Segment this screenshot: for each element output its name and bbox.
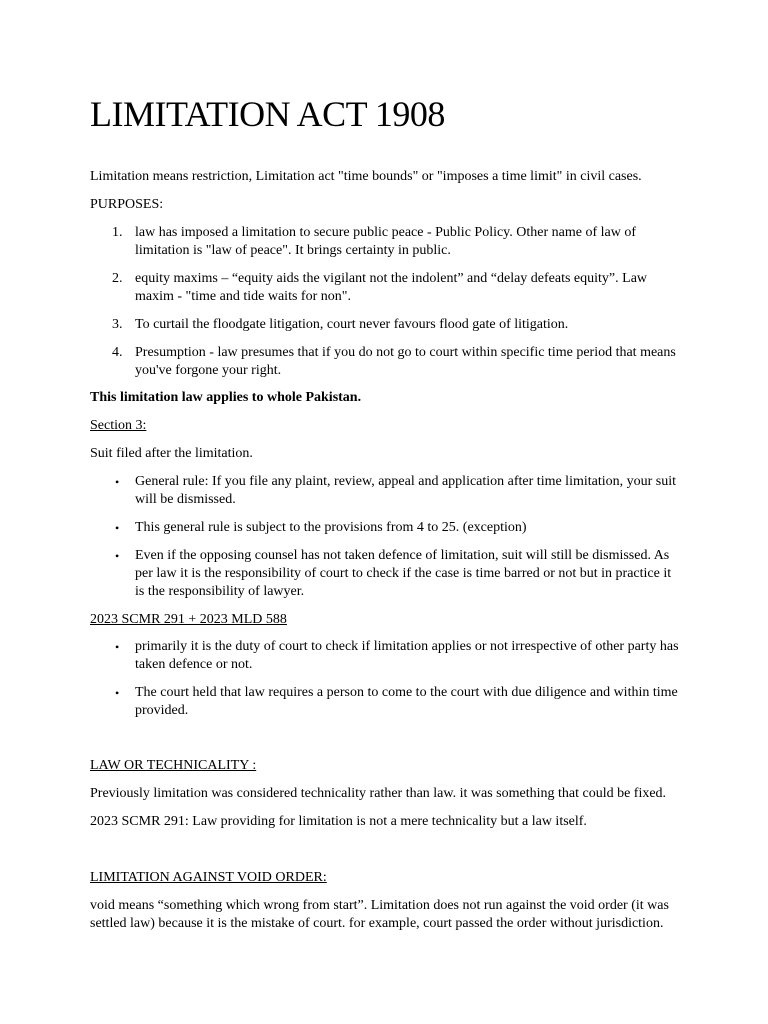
list-item-text: Presumption - law presumes that if you do not go to court within specific time period that means you've forgone your right. xyxy=(135,345,676,378)
section3-intro: Suit filed after the limitation. xyxy=(90,446,253,461)
citation-heading: 2023 SCMR 291 + 2023 MLD 588 xyxy=(90,612,287,627)
list-number: 1. xyxy=(112,225,123,240)
bullet-icon: • xyxy=(115,686,120,700)
technicality-citation: 2023 SCMR 291: Law providing for limitation is not a mere technicality but a law itself. xyxy=(90,814,587,829)
void-order-paragraph: void means “something which wrong from start”. Limitation does not run against the void order (it was settled law) because it is the mistake of court. for example, court passed the order without jurisdiction. xyxy=(90,898,669,931)
technicality-paragraph: Previously limitation was considered technicality rather than law. it was something that could be fixed. xyxy=(90,786,667,801)
void-order-heading: LIMITATION AGAINST VOID ORDER: xyxy=(90,870,327,885)
list-item-text: equity maxims – “equity aids the vigilant not the indolent” and “delay defeats equity”. Law maxim - "time and tide waits for non". xyxy=(135,271,648,304)
bullet-icon: • xyxy=(115,549,120,563)
document-title: LIMITATION ACT 1908 xyxy=(90,94,445,134)
list-number: 4. xyxy=(112,345,123,360)
section3-heading: Section 3: xyxy=(90,418,147,433)
list-item-text: Even if the opposing counsel has not taken defence of limitation, suit will still be dismissed. As per law it is the responsibility of court to check if the case is time barred or not but in practice it is the responsibility of lawyer. xyxy=(135,548,672,599)
list-item-text: General rule: If you file any plaint, review, appeal and application after time limitation, your suit will be dismissed. xyxy=(135,474,677,507)
bullet-icon: • xyxy=(115,640,120,654)
list-item-text: To curtail the floodgate litigation, court never favours flood gate of litigation. xyxy=(135,317,569,332)
intro-paragraph: Limitation means restriction, Limitation act "time bounds" or "imposes a time limit" in civil cases. xyxy=(90,169,642,184)
list-number: 3. xyxy=(112,317,123,332)
list-item-text: law has imposed a limitation to secure public peace - Public Policy. Other name of law of limitation is "law of peace". It brings certainty in public. xyxy=(135,225,637,258)
list-item-text: primarily it is the duty of court to check if limitation applies or not irrespective of other party has taken defence or not. xyxy=(135,639,679,672)
technicality-heading: LAW OR TECHNICALITY : xyxy=(90,758,257,773)
list-number: 2. xyxy=(112,271,123,286)
applies-statement: This limitation law applies to whole Pakistan. xyxy=(90,390,362,405)
list-item-text: The court held that law requires a person to come to the court with due diligence and within time provided. xyxy=(135,685,678,718)
bullet-icon: • xyxy=(115,475,120,489)
bullet-icon: • xyxy=(115,521,120,535)
list-item-text: This general rule is subject to the provisions from 4 to 25. (exception) xyxy=(135,520,527,535)
purposes-heading: PURPOSES: xyxy=(90,197,164,212)
